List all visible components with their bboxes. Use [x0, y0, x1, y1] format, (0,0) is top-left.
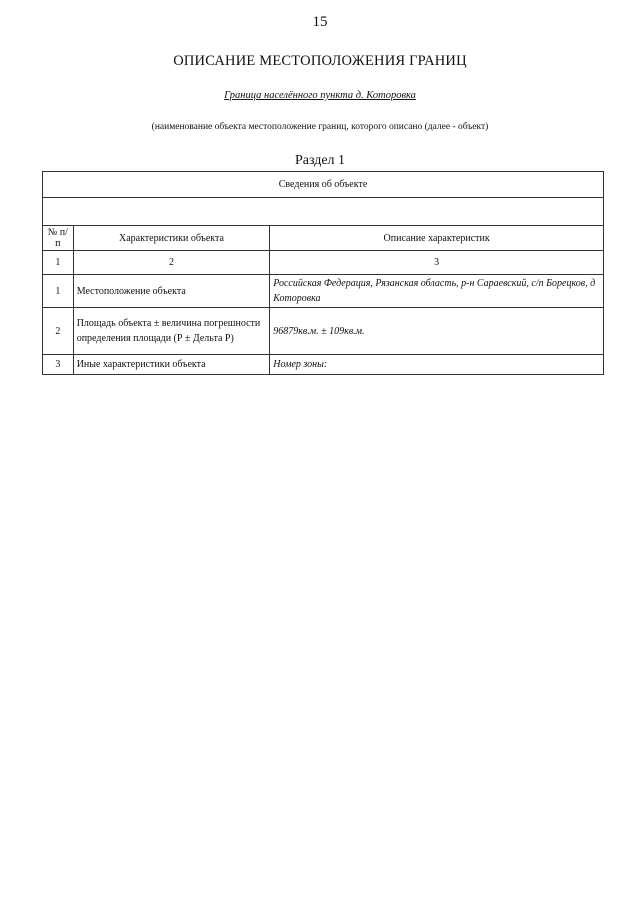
column-index-3: 3: [270, 251, 604, 275]
object-info-table: [42, 171, 604, 375]
row-num: 2: [43, 308, 74, 355]
table-row: [43, 275, 604, 308]
document-title: ОПИСАНИЕ МЕСТОПОЛОЖЕНИЯ ГРАНИЦ: [173, 53, 467, 69]
boundary-caption: (наименование объекта местоположение границ, которого описано (далее - объект): [151, 122, 489, 132]
row-description: Номер зоны:: [270, 355, 604, 375]
row-characteristic: Площадь объекта ± величина погрешности определения площади (Р ± Дельта Р): [73, 308, 270, 355]
row-characteristic: Иные характеристики объекта: [73, 355, 270, 375]
row-characteristic: Местоположение объекта: [73, 275, 270, 308]
column-index-1: 1: [43, 251, 74, 275]
boundary-name-text: Граница населённого пункта д. Которовка: [224, 90, 416, 101]
column-index-2: 2: [73, 251, 270, 275]
section-title: Раздел 1: [294, 153, 346, 168]
column-header-description: Описание характеристик: [270, 226, 604, 251]
column-header-num: № п/п: [43, 226, 74, 251]
table-row: [43, 308, 604, 355]
row-num: 3: [43, 355, 74, 375]
row-description: Российская Федерация, Рязанская область, р-н Сараевский, с/п Борецков, д Которовка: [270, 275, 604, 308]
table-empty-row: [43, 198, 604, 226]
row-num: 1: [43, 275, 74, 308]
page-number: 15: [312, 14, 328, 30]
column-header-characteristic: Характеристики объекта: [73, 226, 270, 251]
table-row: [43, 355, 604, 375]
boundary-name: [0, 90, 640, 101]
row-description: 96879кв.м. ± 109кв.м.: [270, 308, 604, 355]
table-header: Сведения об объекте: [43, 172, 604, 198]
